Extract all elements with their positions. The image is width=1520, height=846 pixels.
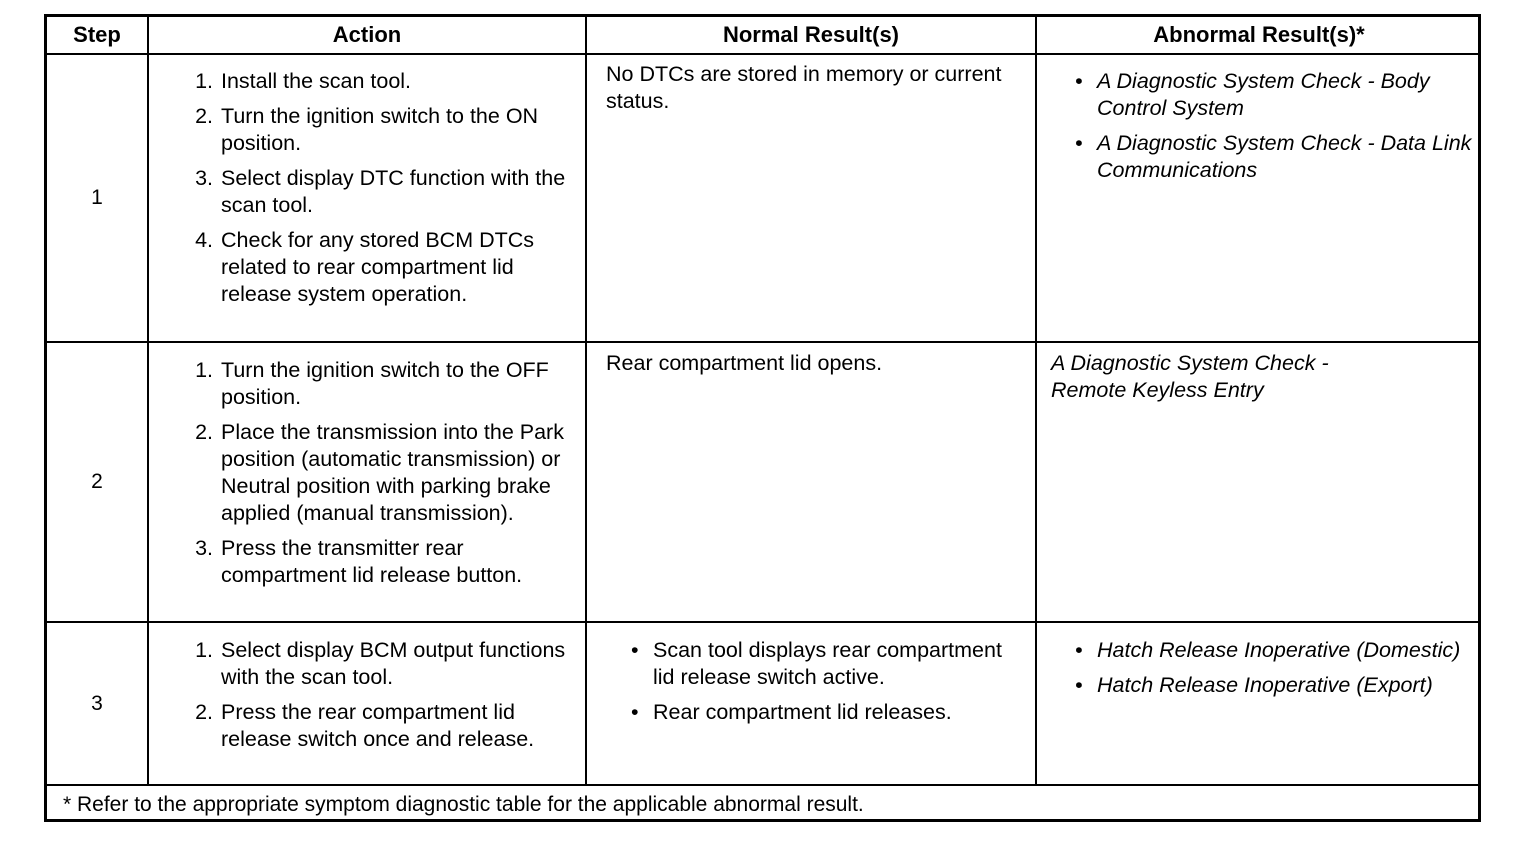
row-divider (47, 621, 1478, 623)
list-item: • A Diagnostic System Check - Data Link Communications (1075, 131, 1472, 182)
column-divider (585, 17, 587, 786)
action-cell (181, 68, 581, 316)
list-item: • Hatch Release Inoperative (Domestic) (1075, 638, 1461, 662)
list-item: 2. Turn the ignition switch to the ON position. (195, 104, 539, 155)
list-item: 1. Select display BCM output functions with the scan tool. (195, 638, 566, 689)
list-item: 4. Check for any stored BCM DTCs related to rear compartment lid release system operation. (195, 228, 535, 306)
column-divider (147, 17, 149, 786)
list-item: • Hatch Release Inoperative (Export) (1075, 673, 1433, 697)
step-number: 2 (91, 470, 103, 493)
footnote: * Refer to the appropriate symptom diagnostic table for the applicable abnormal result. (63, 793, 864, 816)
step-number: 1 (91, 186, 103, 209)
list-item: 2. Place the transmission into the Park position (automatic transmission) or Neutral position with parking brake applied (manual transmission). (195, 420, 564, 525)
header-step: Step (73, 22, 121, 47)
list-item: 2. Press the rear compartment lid release switch once and release. (195, 700, 535, 751)
row-divider (47, 341, 1478, 343)
row-divider (47, 784, 1478, 786)
row-divider (47, 53, 1478, 55)
normal-result-cell (619, 637, 1019, 734)
abnormal-result-cell (1063, 637, 1473, 707)
header-abnormal-results: Abnormal Result(s)* (1153, 22, 1365, 47)
normal-result-cell: Rear compartment lid opens. (606, 351, 883, 375)
header-normal-results: Normal Result(s) (722, 22, 900, 47)
list-item: 3. Select display DTC function with the scan tool. (195, 166, 566, 217)
action-cell (181, 357, 581, 597)
step-number: 3 (91, 691, 103, 715)
list-item: • Rear compartment lid releases. (631, 700, 952, 724)
action-cell (181, 637, 581, 761)
column-divider (1035, 17, 1037, 786)
abnormal-result-cell: A Diagnostic System Check - Remote Keyless Entry (1051, 351, 1329, 402)
list-item: 1. Install the scan tool. (195, 69, 412, 93)
list-item: 1. Turn the ignition switch to the OFF position. (195, 358, 549, 409)
list-item: 3. Press the transmitter rear compartment lid release button. (195, 536, 523, 587)
normal-result-cell: No DTCs are stored in memory or current status. (606, 62, 1002, 113)
list-item: • A Diagnostic System Check - Body Control System (1075, 69, 1430, 120)
abnormal-result-cell (1063, 68, 1473, 192)
list-item: • Scan tool displays rear compartment lid release switch active. (631, 638, 1002, 689)
header-action: Action (332, 22, 402, 47)
diagnostic-table (44, 14, 1481, 822)
